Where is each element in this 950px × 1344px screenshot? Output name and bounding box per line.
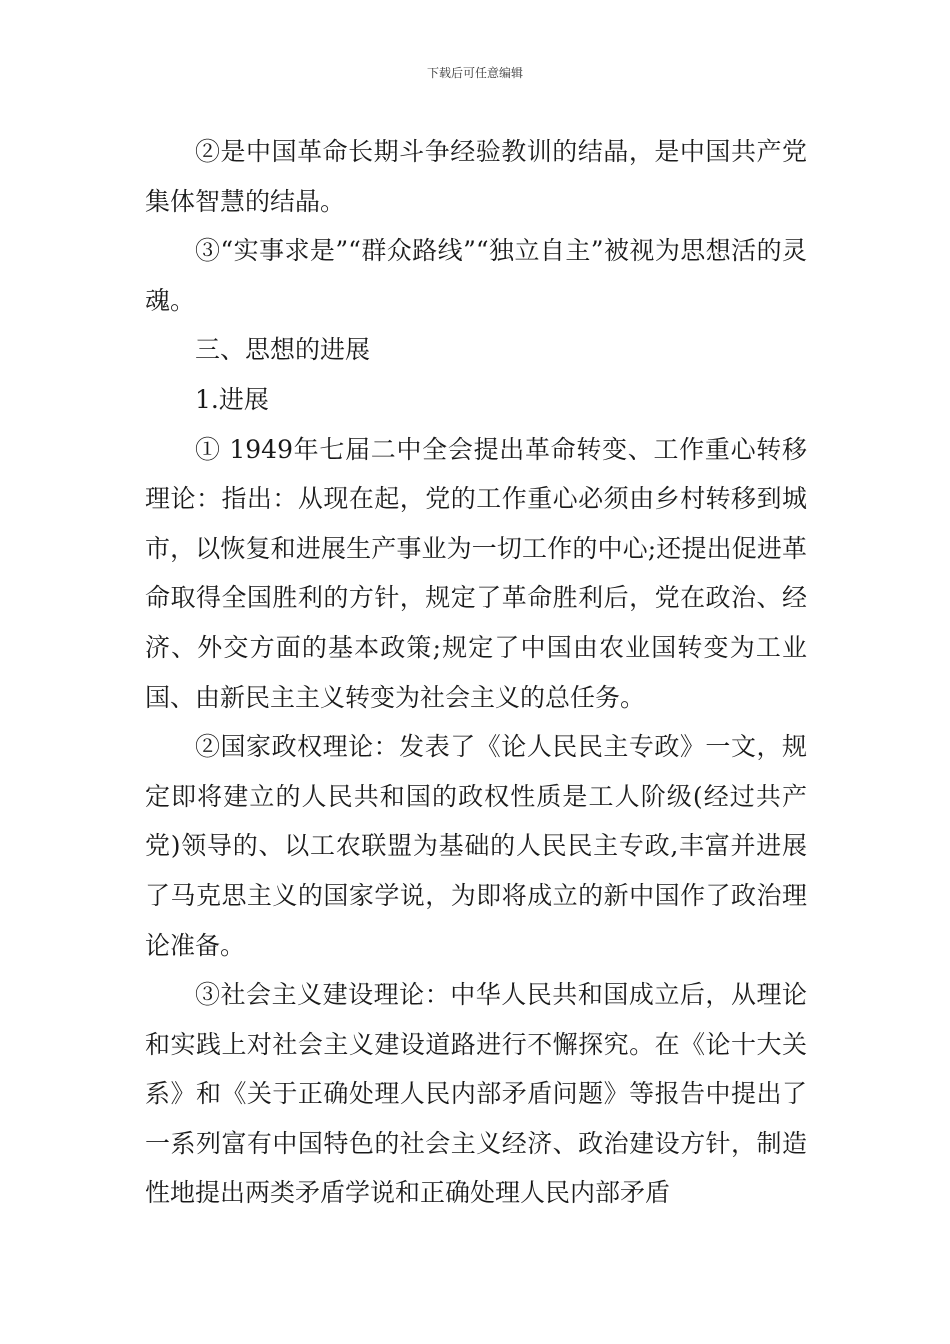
paragraph-point-3-socialist-construction: ③社会主义建设理论：中华人民共和国成立后，从理论和实践上对社会主义建设道路进行不懈探究。在《论十大关系》和《关于正确处理人民内部矛盾问题》等报告中提出了一系列富有中国特色的社会主义经济、政治建设方针，制造性地提出两类矛盾学说和正确处理人民内部矛盾 (145, 980, 807, 1208)
paragraph-point-2-crystallization: ②是中国革命长期斗争经验教训的结晶，是中国共产党集体智慧的结晶。 (145, 137, 807, 216)
document-body (145, 127, 807, 1218)
paragraph-point-3-soul: ③“实事求是”“群众路线”“独立自主”被视为思想活的灵魂。 (145, 236, 807, 315)
page-header: 下载后可任意编辑 (426, 66, 523, 80)
section-heading-development: 三、思想的进展 (195, 335, 371, 365)
paragraph-point-1-second-plenum: ① 1949年七届二中全会提出革命转变、工作重心转移理论：指出：从现在起，党的工作重心必须由乡村转移到城市，以恢复和进展生产事业为一切工作的中心;还提出促进革命取得全国胜利的方针，规定了革命胜利后，党在政治、经济、外交方面的基本政策;规定了中国由农业国转变为工业国、由新民主主义转变为社会主义的总任务。 (145, 434, 807, 712)
paragraph-point-2-state-power: ②国家政权理论：发表了《论人民民主专政》一文，规定即将建立的人民共和国的政权性质是工人阶级(经过共产党)领导的、以工农联盟为基础的人民民主专政,丰富并进展了马克思主义的国家学说，为即将成立的新中国作了政治理论准备。 (145, 732, 807, 960)
subheading-development: 1.进展 (195, 384, 269, 414)
